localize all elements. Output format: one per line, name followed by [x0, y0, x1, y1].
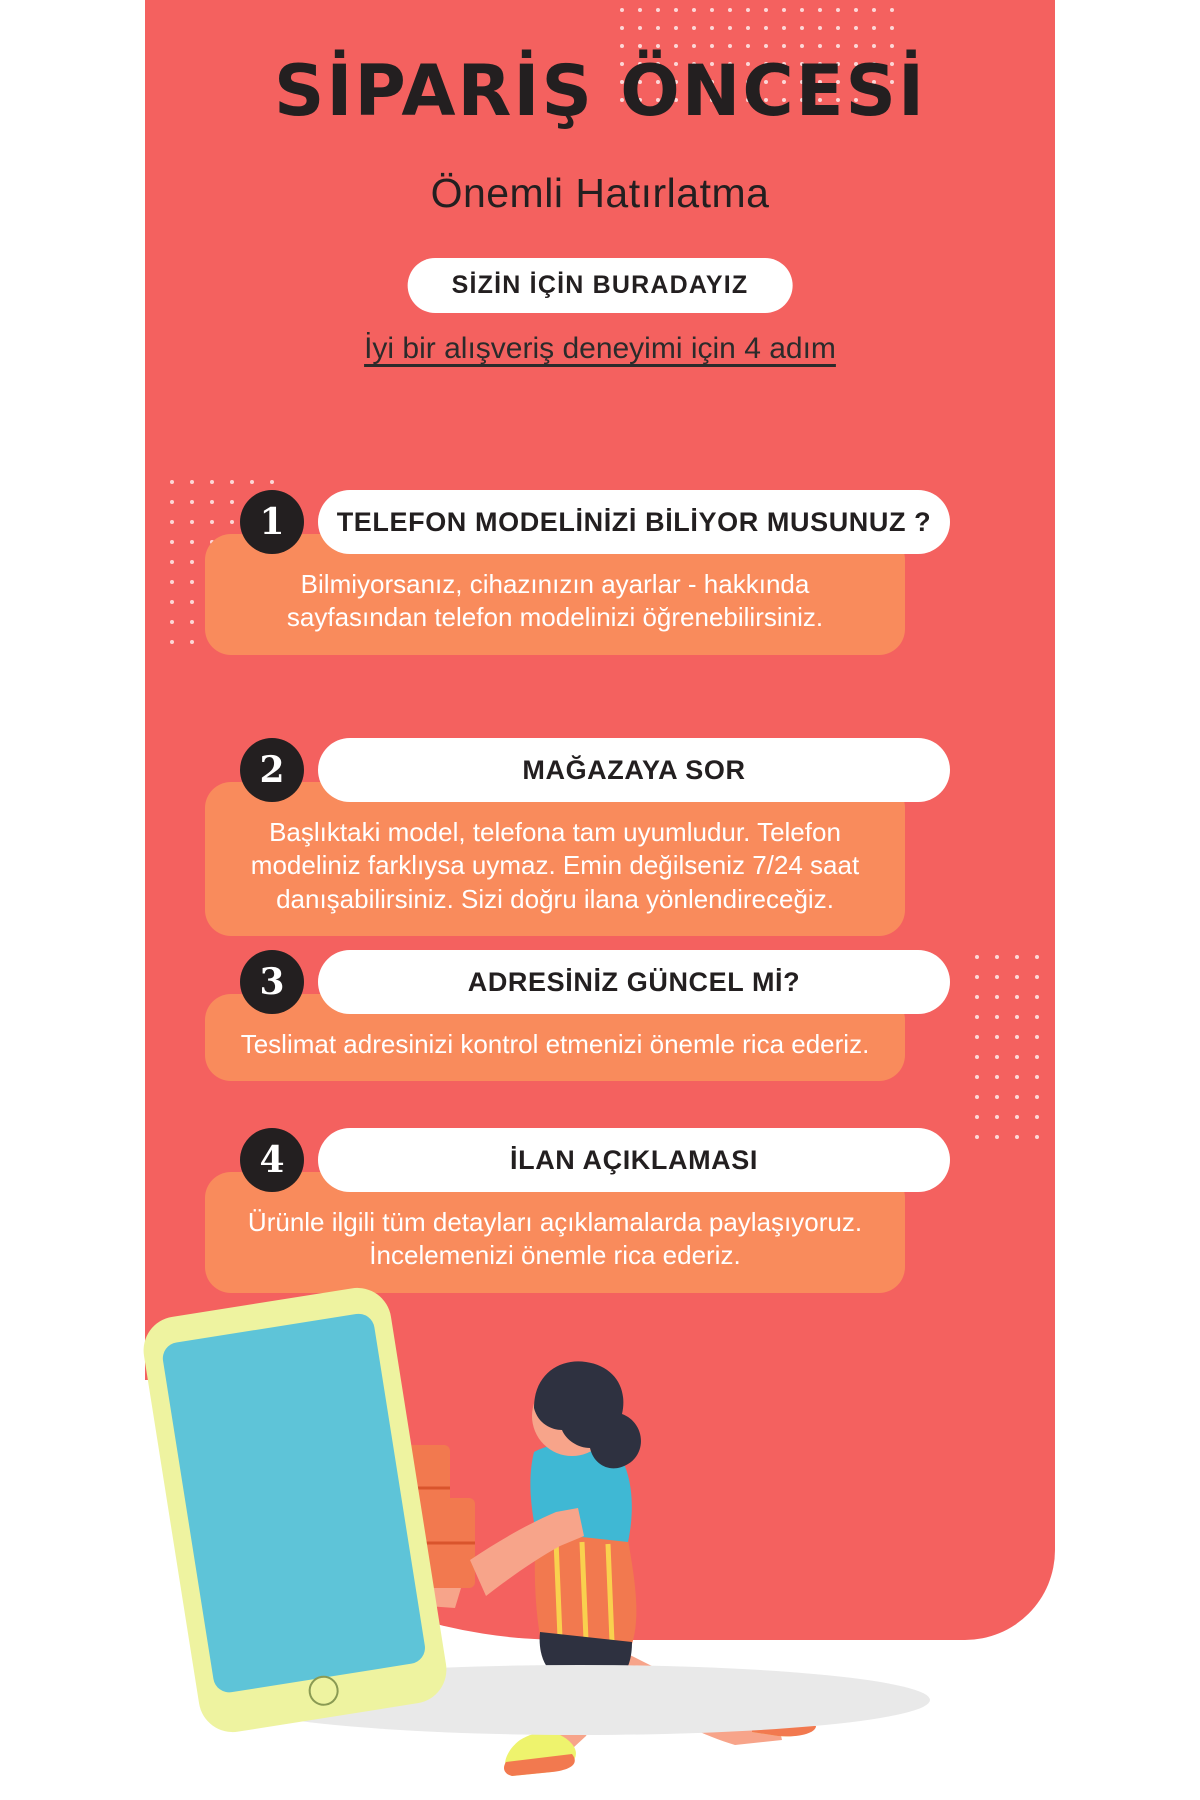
step-1-header [240, 490, 950, 556]
step-2-number-badge: 2 [240, 738, 304, 802]
dot-pattern-right-icon [975, 955, 1106, 1146]
step-4-body: Ürünle ilgili tüm detayları açıklamalarda paylaşıyoruz. İncelemenizi önemle rica ederiz. [205, 1172, 905, 1293]
step-4-heading: İLAN AÇIKLAMASI [318, 1128, 950, 1192]
step-4-number-badge: 4 [240, 1128, 304, 1192]
step-3 [240, 950, 950, 1081]
step-2-header [240, 738, 950, 804]
step-3-header [240, 950, 950, 1016]
step-2 [240, 738, 950, 936]
step-1-heading: TELEFON MODELİNİZİ BİLİYOR MUSUNUZ ? [318, 490, 950, 554]
step-1 [240, 490, 950, 655]
step-1-number-badge: 1 [240, 490, 304, 554]
page-tagline: İyi bir alışveriş deneyimi için 4 adım [364, 332, 836, 365]
step-2-body: Başlıktaki model, telefona tam uyumludur. Telefon modeliniz farklıysa uymaz. Emin değilseniz 7/24 saat danışabilirsiniz. Sizi doğru ilana yönlendireceğiz. [205, 782, 905, 936]
step-3-heading: ADRESİNİZ GÜNCEL Mİ? [318, 950, 950, 1014]
phone-screen [161, 1312, 428, 1695]
step-2-heading: MAĞAZAYA SOR [318, 738, 950, 802]
step-4-header [240, 1128, 950, 1194]
step-3-number-badge: 3 [240, 950, 304, 1014]
support-badge: SİZİN İÇİN BURADAYIZ [408, 258, 793, 313]
step-1-body: Bilmiyorsanız, cihazınızın ayarlar - hakkında sayfasından telefon modelinizi öğrenebilirsiniz. [205, 534, 905, 655]
page-subtitle: Önemli Hatırlatma [430, 170, 770, 216]
step-3-body: Teslimat adresinizi kontrol etmenizi önemle rica ederiz. [205, 994, 905, 1081]
page-title: SİPARİŞ ÖNCESİ [274, 50, 926, 132]
step-4 [240, 1128, 950, 1293]
